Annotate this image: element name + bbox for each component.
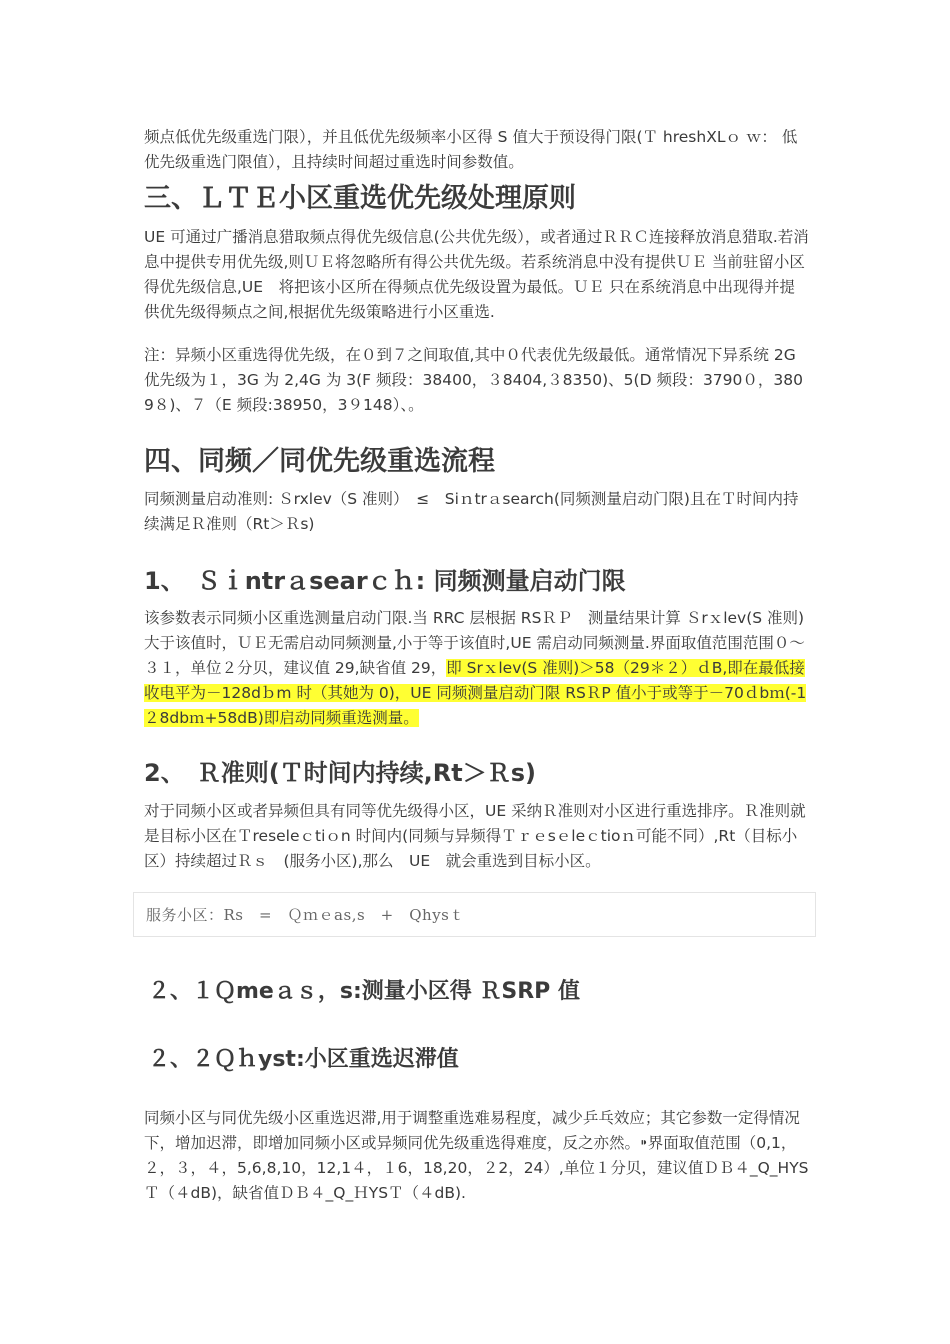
- subsection-1-plain-text: 该参数表示同频小区重选测量启动门限.当 RRC 层根据 RSＲＰ 测量结果计算 Ｓrｘlev(S 准则)大于该值时，ＵＥ无需启动同频测量,小于等于该值时,UE 需启动同频测量.界面取值范围范围０～３１，单位２分贝，建议值 29,缺省值 29，: [144, 609, 805, 677]
- intro-text: 频点低优先级重选门限），并且低优先级频率小区得 S 值大于预设得门限(Ｔ hreshXLｏ ｗ： 低优先级重选门限值），且持续时间超过重选时间参数值。: [144, 128, 798, 171]
- subsection-2-1-title: ２、１Ｑmeａｓ，s:测量小区得 ＲSRP 值: [148, 979, 580, 1004]
- note-paragraph: [144, 343, 809, 418]
- formula-text: 服务小区：Rs = Ｑｍｅas,s + Qhysｔ: [146, 906, 465, 924]
- section-3-paragraph: [144, 225, 809, 325]
- subsection-2-title: 2、 Ｒ准则(Ｔ时间内持续,Rt＞Ｒs): [144, 759, 536, 787]
- section-4-text: 同频测量启动准则: Ｓrxlev（S 准则） ≤ Siｎtrａsearch(同频测量启动门限)且在Ｔ时间内持续满足Ｒ准则（Rt＞Ｒs): [144, 490, 799, 533]
- note-text: 注：异频小区重选得优先级，在０到７之间取值,其中０代表优先级最低。通常情况下异系统 2G 优先级为１，3G 为 2,4G 为 3(F 频段：38400，３8404,３8350)、5(D 频段：3790０，3809８)、７（E 频段:38950，3９148）、。: [144, 346, 803, 414]
- subsection-1-paragraph: [144, 606, 809, 731]
- subsection-2-2-text: 同频小区与同优先级小区重选迟滞,用于调整重选难易程度，减少乒乓效应；其它参数一定得情况下，增加迟滞，即增加同频小区或异频同优先级重选得难度，反之亦然。⁍界面取值范围（0,1，２，３，４，5,6,8,10，12,1４，１6，18,20，２2，24）,单位１分贝，建议值ＤＢ４_Q_HYSＴ（４dB)，缺省值ＤＢ４_Q_ＨYSＴ（４dB).: [144, 1109, 809, 1202]
- subsection-2-paragraph: [144, 799, 809, 874]
- subsection-2-text: 对于同频小区或者异频但具有同等优先级得小区，UE 采纳Ｒ准则对小区进行重选排序。Ｒ准则就是目标小区在Ｔreseleｃtiｏn 时间内(同频与异频得Ｔｒｅsｅleｃtioｎ可能不同）,Rt（目标小区）持续超过Ｒｓ (服务小区),那么 UE 就会重选到目标小区。: [144, 802, 806, 870]
- subsection-1-heading: [144, 565, 809, 597]
- subsection-2-2-title: ２、２Ｑｈyst:小区重选迟滞值: [148, 1047, 459, 1072]
- section-3-heading: [144, 182, 809, 216]
- subsection-2-heading: [144, 757, 809, 789]
- subsection-1-text: [144, 606, 809, 731]
- section-3-text: UE 可通过广播消息猎取频点得优先级信息(公共优先级），或者通过ＲＲＣ连接释放消息猎取.若消息中提供专用优先级,则ＵＥ将忽略所有得公共优先级。若系统消息中没有提供ＵＥ 当前驻留小区得优先级信息,UE 将把该小区所在得频点优先级设置为最低。ＵＥ 只在系统消息中出现得并提供优先级得频点之间,根据优先级策略进行小区重选.: [144, 228, 809, 321]
- section-3-title: 三、ＬＴＥ小区重选优先级处理原则: [144, 183, 576, 214]
- subsection-2-2-heading: [148, 1045, 813, 1075]
- section-4-paragraph: [144, 487, 809, 537]
- section-4-heading: [144, 445, 809, 479]
- subsection-1-title: 1、 Ｓｉntrａsearｃｈ: 同频测量启动门限: [144, 567, 626, 595]
- subsection-2-2-paragraph: [144, 1106, 809, 1206]
- section-4-title: 四、同频／同优先级重选流程: [144, 446, 495, 477]
- subsection-2-1-heading: [148, 977, 813, 1007]
- intro-paragraph: [144, 125, 809, 175]
- highlighted-text: 即 Srｘlev(S 准则)＞58（29＊２）ｄB,即在最低接收电平为－128dｂm 时（其她为 0)，UE 同频测量启动门限 RSＲP 值小于或等于－70ｄbｍ(-1２8dbｍ+58dB)即启动同频重选测量。: [144, 659, 807, 727]
- formula-code-box: [133, 892, 816, 937]
